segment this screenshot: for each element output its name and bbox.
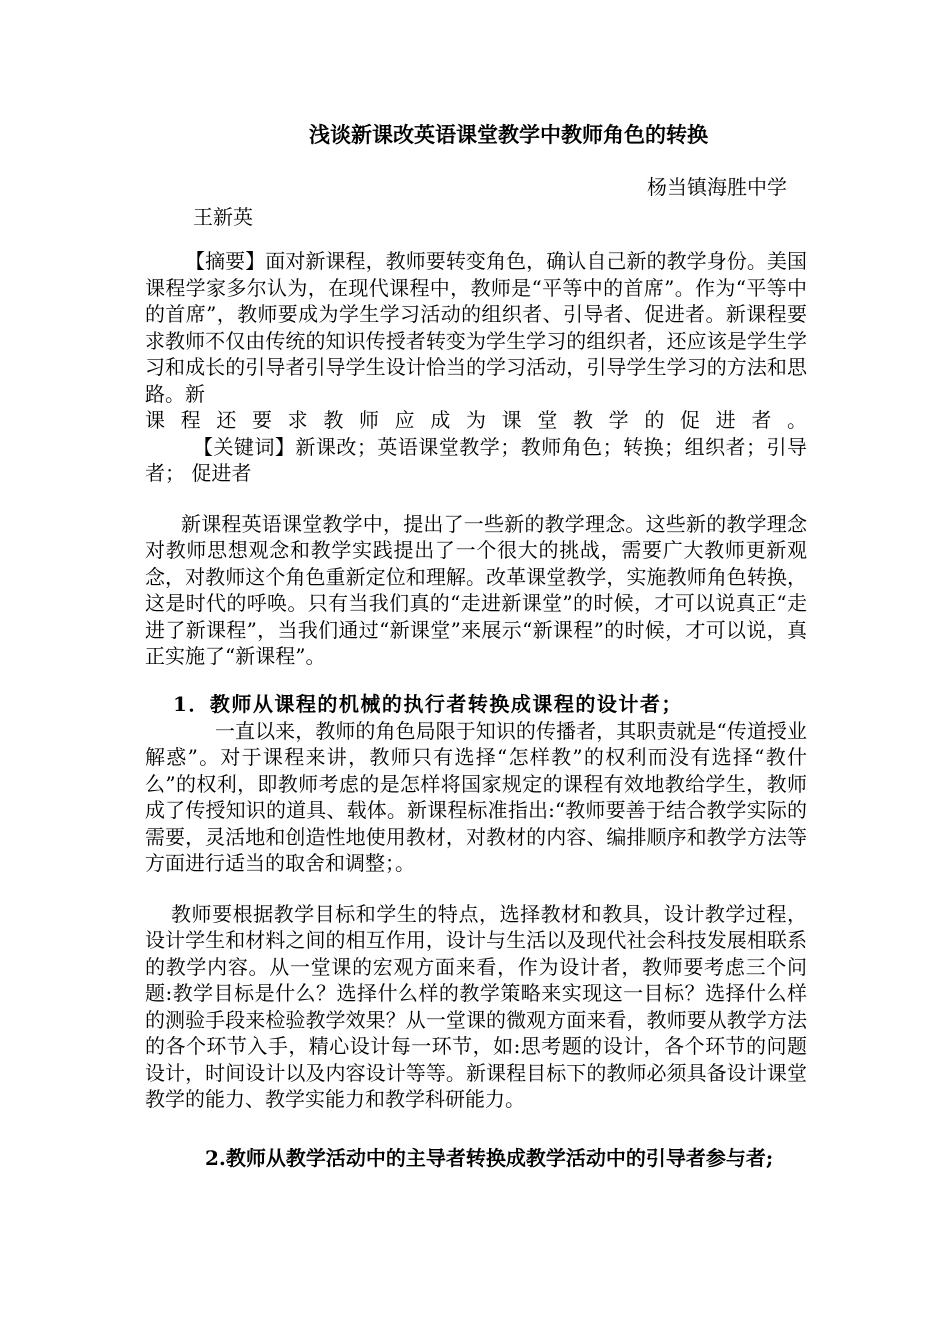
- intro-paragraph: 新课程英语课堂教学中，提出了一些新的教学理念。这些新的教学理念对教师思想观念和教学实践提出了一个很大的挑战，需要广大教师更新观念，对教师这个角色重新定位和理解。改革课堂教学，实施教师角色转换，这是时代的呼唤。只有当我们真的“走进新课堂”的时候，才可以说真正“走进了新课程”，当我们通过“新课堂”来展示“新课程”的时候，才可以说，真正实施了“新课程”。: [145, 511, 807, 668]
- abstract-last-line: 课程还要求教师应成为课堂教学的促进者。: [145, 408, 807, 432]
- author-name: 王新英: [193, 205, 253, 229]
- author-school: 杨当镇海胜中学: [647, 175, 787, 199]
- section-1-paragraph-2: 教师要根据教学目标和学生的特点，选择教材和教具，设计教学过程，设计学生和材料之间的相互作用，设计与生活以及现代社会科技发展相联系的教学内容。从一堂课的宏观方面来看，作为设计者，教师要考虑三个问题:教学目标是什么？选择什么样的教学策略来实现这一目标？选择什么样的测验手段来检验教学效果？从一堂课的微观方面来看，教师要从教学方法的各个环节入手，精心设计每一环节，如:思考题的设计，各个环节的问题设计，时间设计以及内容设计等等。新课程目标下的教师必须具备设计课堂教学的能力、教学实能力和教学科研能力。: [145, 901, 807, 1111]
- abstract-paragraph: 【摘要】面对新课程，教师要转变角色，确认自己新的教学身份。美国课程学家多尔认为，在现代课程中，教师是“平等中的首席”。作为“平等中的首席”，教师要成为学生学习活动的组织者、引导者、促进者。新课程要求教师不仅由传统的知识传授者转变为学生学习的组织者，还应该是学生学习和成长的引导者引导学生设计恰当的学习活动，引导学生学习的方法和思路。新: [145, 249, 807, 406]
- section-1-paragraph: 一直以来，教师的角色局限于知识的传播者，其职责就是“传道授业解惑”。对于课程来讲，教师只有选择“怎样教”的权利而没有选择“教什么”的权利，即教师考虑的是怎样将国家规定的课程有效地教给学生，教师成了传授知识的道具、载体。新课程标准指出:“教师要善于结合教学实际的需要，灵活地和创造性地使用教材，对教材的内容、编排顺序和教学方法等方面进行适当的取舍和调整；。: [145, 718, 807, 875]
- keywords-paragraph: 【关键词】新课改；英语课堂教学；教师角色；转换；组织者；引导者； 促进者: [145, 434, 807, 485]
- document-page: [145, 118, 807, 1171]
- section-2-heading: 2.教师从教学活动中的主导者转换成教学活动中的引导者参与者;: [205, 1145, 774, 1170]
- document-title: 浅谈新课改英语课堂教学中教师角色的转换: [309, 122, 708, 147]
- section-1-heading: 1．教师从课程的机械的执行者转换成课程的设计者；: [173, 691, 683, 716]
